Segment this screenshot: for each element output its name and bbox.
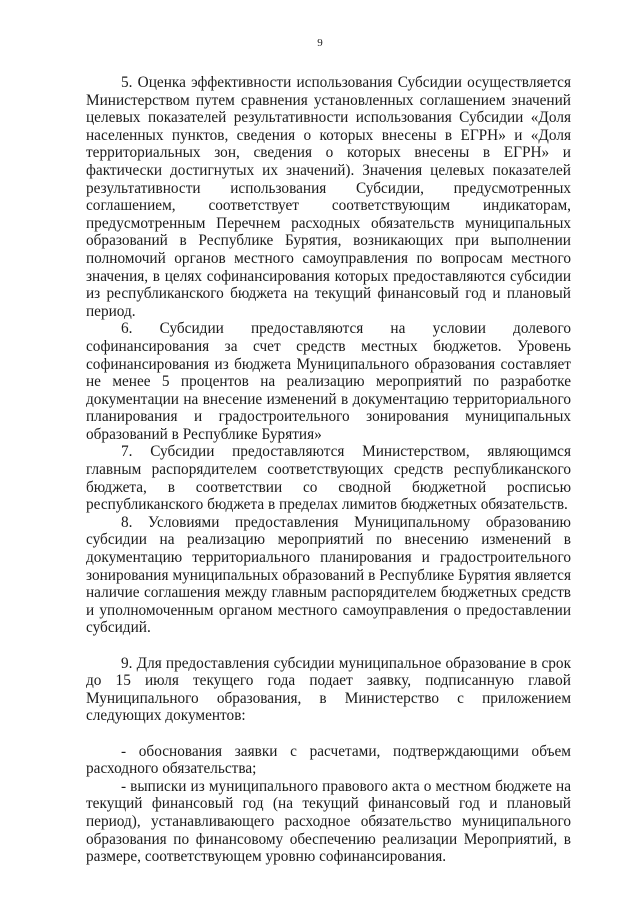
list-item-budget-extract: - выписки из муниципального правового акта о местном бюджете на текущий финансовый год (на текущий финансовый год и плановый период), устанавливающего расходное обязательство муниципального образования по финансовому обеспечению реализации Мероприятий, в размере, соответствующем уровню софинансирования. [86, 777, 571, 866]
paragraph-6: 6. Субсидии предоставляются на условии долевого софинансирования за счет средств местных бюджетов. Уровень софинансирования из бюджета Муниципального образования составляет не менее 5 процентов на реализацию мероприятий по разработке документации на внесение изменений в документацию территориального планирования и градостроительного зонирования муниципальных образований в Республике Бурятия» [86, 320, 571, 443]
list-item-justification: - обоснования заявки с расчетами, подтверждающими объем расходного обязательства; [86, 742, 571, 778]
paragraph-spacer [86, 637, 571, 655]
paragraph-8: 8. Условиями предоставления Муниципальному образованию субсидии на реализацию мероприятий по внесению изменений в документацию территориального планирования и градостроительного зонирования муниципальных образований в Республике Бурятия является наличие соглашения между главным распорядителем бюджетных средств и уполномоченным органом местного самоуправления о предоставлении субсидий. [86, 513, 571, 637]
paragraph-7: 7. Субсидии предоставляются Министерством, являющимся главным распорядителем соответствующих средств республиканского бюджета, в соответствии со сводной бюджетной росписью республиканского бюджета в пределах лимитов бюджетных обязательств. [86, 443, 571, 514]
paragraph-spacer [86, 725, 571, 743]
paragraph-5: 5. Оценка эффективности использования Субсидии осуществляется Министерством путем сравнения установленных соглашением значений целевых показателей результативности использования Субсидии «Доля населенных пунктов, сведения о которых внесены в ЕГРН» и «Доля территориальных зон, сведения о которых внесены в ЕГРН» и фактически достигнутых их значений). Значения целевых показателей результативности использования Субсидии, предусмотренных соглашением, соответствует соответствующим индикаторам, предусмотренным Перечнем расходных обязательств муниципальных образований в Республике Бурятия, возникающих при выполнении полномочий органов местного самоуправления по вопросам местного значения, в целях софинансирования которых предоставляются субсидии из республиканского бюджета на текущий финансовый год и плановый период. [86, 74, 571, 320]
page-number: 9 [317, 37, 323, 49]
paragraph-9: 9. Для предоставления субсидии муниципальное образование в срок до 15 июля текущего года подает заявку, подписанную главой Муниципального образования, в Министерство с приложением следующих документов: [86, 654, 571, 725]
document-body [86, 74, 571, 866]
